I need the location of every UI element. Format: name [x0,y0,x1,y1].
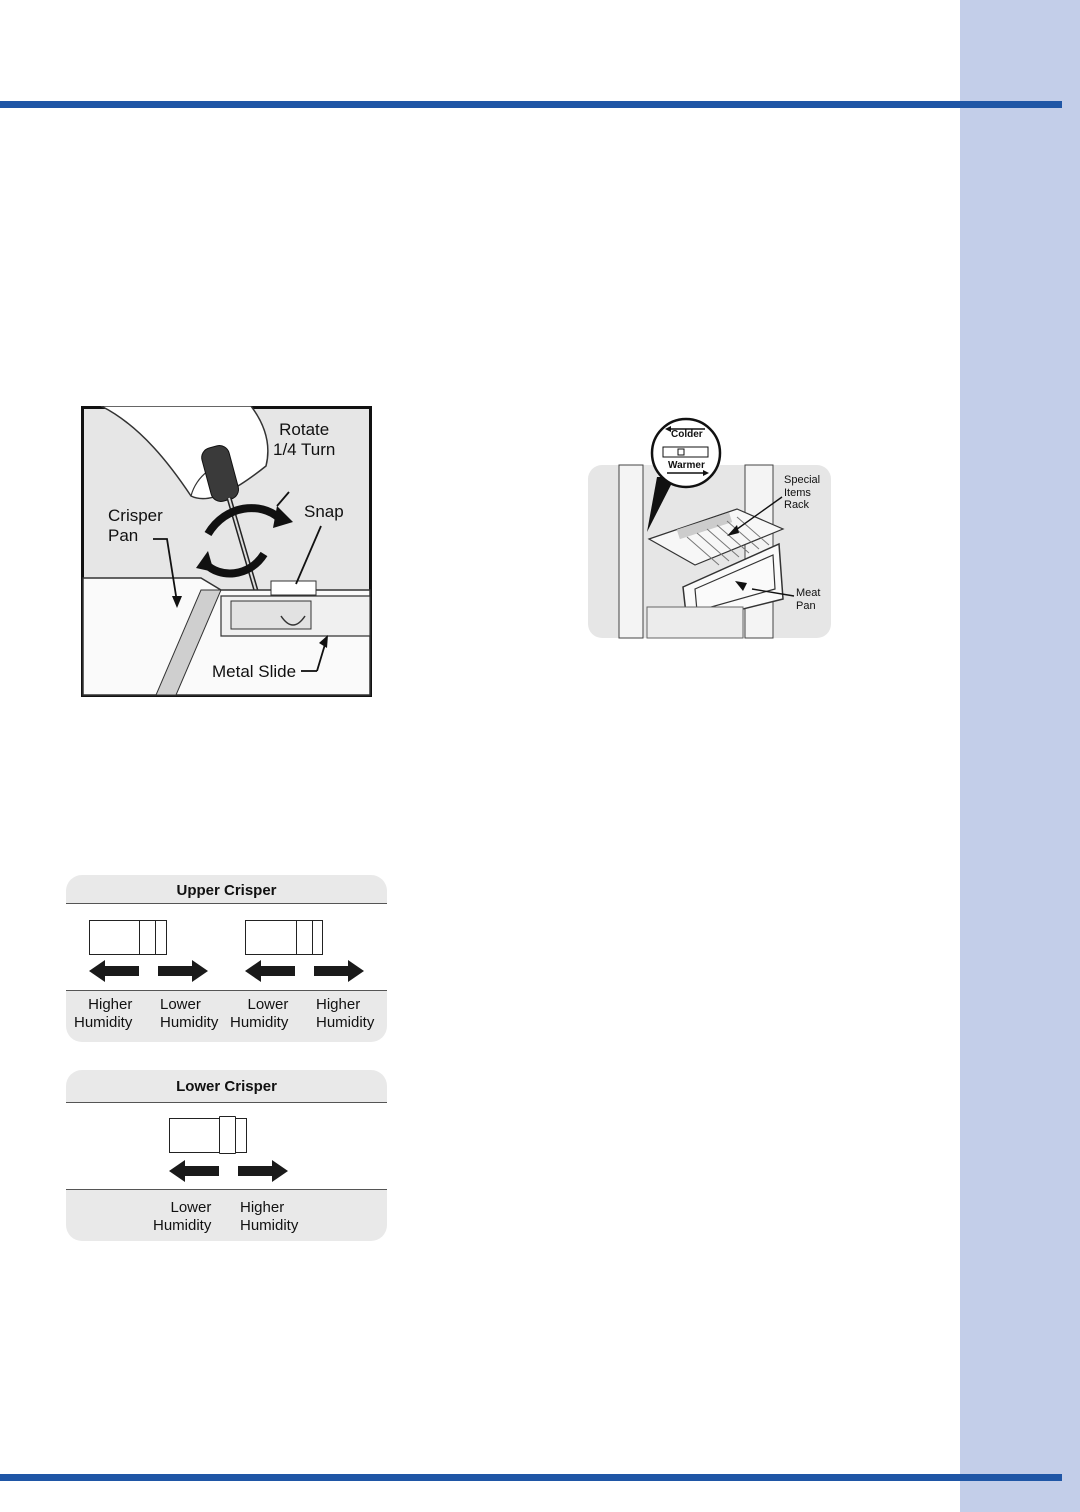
meat-pan-label: Meat Pan [796,587,821,612]
humidity-label: Higher Humidity [316,996,375,1031]
humidity-label: Higher Humidity [74,996,133,1031]
slider-knob [219,1116,236,1154]
humidity-label: Higher Humidity [240,1199,299,1234]
upper-crisper-labels [66,991,387,1041]
colder-label: Colder [671,429,703,440]
humidity-label: Lower Humidity [230,996,289,1031]
upper-crisper-graphic [66,903,387,991]
footer-rule [0,1474,1062,1481]
metal-slide-label: Metal Slide [212,662,297,681]
arrow-left-icon [89,960,139,982]
arrow-right-icon [314,960,364,982]
meat-pan-figure [587,417,832,639]
arrow-right-icon [238,1160,288,1182]
crisper-pan-label: Crisper Pan [108,506,163,545]
special-items-rack-label: Special Items Rack [784,474,821,512]
lower-crisper-graphic [66,1102,387,1190]
slider-knob-left [139,920,156,955]
arrow-right-icon [158,960,208,982]
humidity-label: Lower Humidity [160,996,219,1031]
lower-crisper-labels [66,1190,387,1240]
warmer-label: Warmer [668,460,705,471]
slider-knob-right [296,920,313,955]
snap-label: Snap [304,502,344,521]
humidity-label: Lower Humidity [153,1199,212,1234]
arrow-left-icon [245,960,295,982]
arrow-left-icon [169,1160,219,1182]
crisper-pan-figure [81,406,372,697]
lower-crisper-panel [66,1070,387,1241]
rotate-label: Rotate 1/4 Turn [273,420,336,459]
upper-crisper-panel [66,875,387,1042]
lower-crisper-title: Lower Crisper [176,1078,277,1095]
side-band [960,0,1080,1512]
header-rule [0,101,1062,108]
upper-crisper-title: Upper Crisper [176,882,277,899]
